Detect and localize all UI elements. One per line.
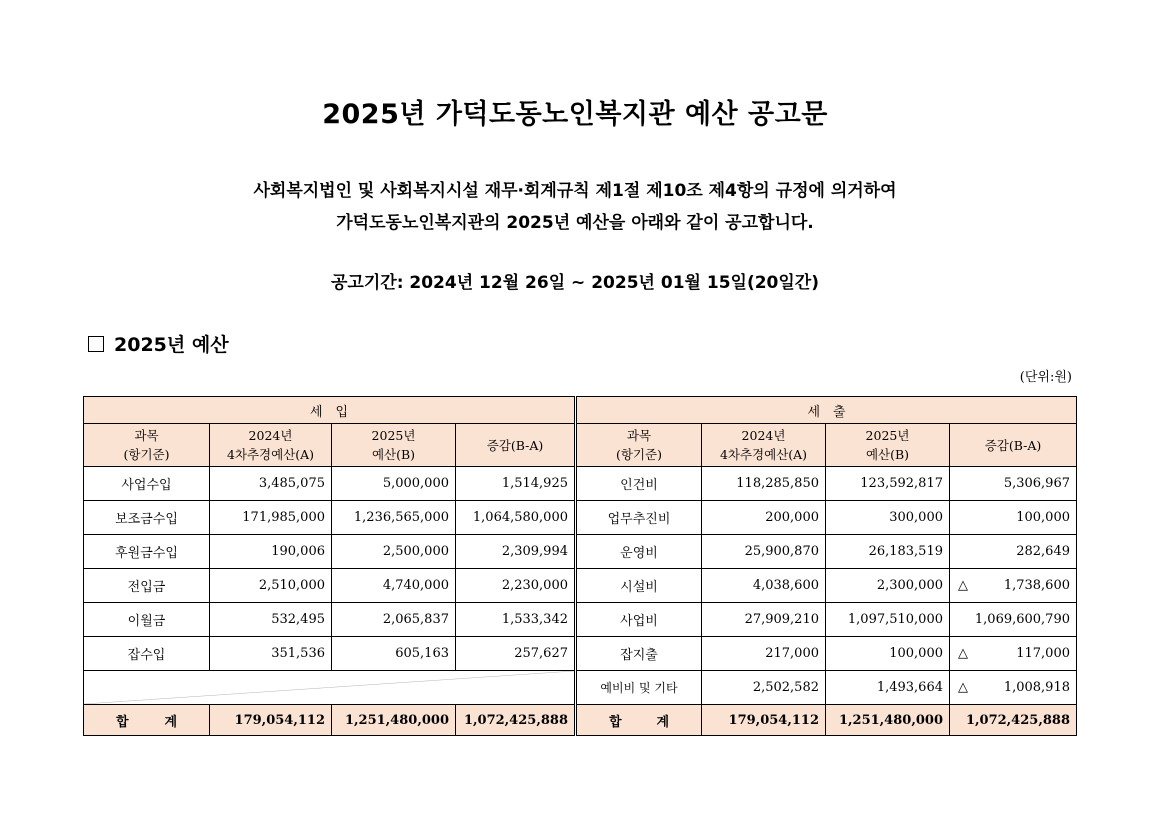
table-row bbox=[84, 501, 1077, 535]
expense-subject: 사업비 bbox=[576, 603, 702, 637]
table-row bbox=[84, 535, 1077, 569]
intro-line-2: 가덕도동노인복지관의 2025년 예산을 아래와 같이 공고합니다. bbox=[336, 213, 814, 233]
expense-2025: 123,592,817 bbox=[826, 467, 950, 501]
income-2024: 190,006 bbox=[210, 535, 332, 569]
col-2024: 2024년 4차추경예산(A) bbox=[210, 424, 332, 467]
checkbox-square-icon bbox=[88, 336, 104, 352]
col-2025: 2025년 예산(B) bbox=[826, 424, 950, 467]
expense-diff: 5,306,967 bbox=[950, 467, 1077, 501]
income-2025: 5,000,000 bbox=[332, 467, 456, 501]
col-diff: 증감(B-A) bbox=[456, 424, 576, 467]
expense-2024: 4,038,600 bbox=[702, 569, 826, 603]
table-row-extra bbox=[84, 671, 1077, 705]
expense-subject: 인건비 bbox=[576, 467, 702, 501]
expense-subject: 시설비 bbox=[576, 569, 702, 603]
total-row bbox=[84, 705, 1077, 736]
expense-2025: 1,097,510,000 bbox=[826, 603, 950, 637]
col-subject: 과목 (항기준) bbox=[84, 424, 210, 467]
expense-subject: 운영비 bbox=[576, 535, 702, 569]
income-diff: 1,064,580,000 bbox=[456, 501, 576, 535]
expense-total-2025: 1,251,480,000 bbox=[826, 705, 950, 736]
income-subject: 후원금수입 bbox=[84, 535, 210, 569]
empty-diagonal-cell bbox=[84, 671, 576, 705]
expense-header: 세 출 bbox=[576, 397, 1077, 424]
unit-label: (단위:원) bbox=[1019, 370, 1072, 385]
expense-2025: 1,493,664 bbox=[826, 671, 950, 705]
income-2025: 1,236,565,000 bbox=[332, 501, 456, 535]
income-header: 세 입 bbox=[84, 397, 576, 424]
notice-period: 공고기간: 2024년 12월 26일 ~ 2025년 01월 15일(20일간) bbox=[331, 273, 819, 293]
expense-2025: 300,000 bbox=[826, 501, 950, 535]
income-diff: 2,230,000 bbox=[456, 569, 576, 603]
income-total-2025: 1,251,480,000 bbox=[332, 705, 456, 736]
expense-diff: 282,649 bbox=[950, 535, 1077, 569]
expense-subject: 잡지출 bbox=[576, 637, 702, 671]
income-2024: 3,485,075 bbox=[210, 467, 332, 501]
intro-line-1: 사회복지법인 및 사회복지시설 재무·회계규칙 제1절 제10조 제4항의 규정에 의거하여 bbox=[253, 181, 897, 201]
income-2024: 532,495 bbox=[210, 603, 332, 637]
decrease-triangle-icon: △ bbox=[958, 578, 968, 593]
income-2025: 2,500,000 bbox=[332, 535, 456, 569]
expense-2024: 200,000 bbox=[702, 501, 826, 535]
income-subject: 보조금수입 bbox=[84, 501, 210, 535]
income-subject: 전입금 bbox=[84, 569, 210, 603]
decrease-triangle-icon: △ bbox=[958, 646, 968, 661]
table-row bbox=[84, 569, 1077, 603]
col-diff: 증감(B-A) bbox=[950, 424, 1077, 467]
expense-diff: △ 1,008,918 bbox=[950, 671, 1077, 705]
section-heading bbox=[88, 330, 229, 357]
expense-2024: 118,285,850 bbox=[702, 467, 826, 501]
expense-diff: △ 117,000 bbox=[950, 637, 1077, 671]
expense-2024: 25,900,870 bbox=[702, 535, 826, 569]
income-2024: 2,510,000 bbox=[210, 569, 332, 603]
expense-total-diff: 1,072,425,888 bbox=[950, 705, 1077, 736]
expense-subject: 예비비 및 기타 bbox=[576, 671, 702, 705]
income-diff: 1,533,342 bbox=[456, 603, 576, 637]
expense-diff: 1,069,600,790 bbox=[950, 603, 1077, 637]
expense-diff: △ 1,738,600 bbox=[950, 569, 1077, 603]
table-subheader-row bbox=[84, 424, 1077, 467]
income-total-2024: 179,054,112 bbox=[210, 705, 332, 736]
income-2024: 351,536 bbox=[210, 637, 332, 671]
table-row bbox=[84, 467, 1077, 501]
budget-table bbox=[83, 396, 1077, 736]
table-header-row bbox=[84, 397, 1077, 424]
expense-2024: 27,909,210 bbox=[702, 603, 826, 637]
income-subject: 잡수입 bbox=[84, 637, 210, 671]
income-2025: 4,740,000 bbox=[332, 569, 456, 603]
col-subject: 과목 (항기준) bbox=[576, 424, 702, 467]
income-2025: 605,163 bbox=[332, 637, 456, 671]
expense-2024: 2,502,582 bbox=[702, 671, 826, 705]
page-title: 2025년 가덕도동노인복지관 예산 공고문 bbox=[322, 99, 828, 130]
expense-total-2024: 179,054,112 bbox=[702, 705, 826, 736]
expense-2025: 100,000 bbox=[826, 637, 950, 671]
expense-2024: 217,000 bbox=[702, 637, 826, 671]
income-2025: 2,065,837 bbox=[332, 603, 456, 637]
income-diff: 2,309,994 bbox=[456, 535, 576, 569]
expense-2025: 26,183,519 bbox=[826, 535, 950, 569]
section-title: 2025년 예산 bbox=[114, 334, 229, 356]
income-diff: 1,514,925 bbox=[456, 467, 576, 501]
col-2024: 2024년 4차추경예산(A) bbox=[702, 424, 826, 467]
expense-diff: 100,000 bbox=[950, 501, 1077, 535]
income-diff: 257,627 bbox=[456, 637, 576, 671]
col-2025: 2025년 예산(B) bbox=[332, 424, 456, 467]
income-total-diff: 1,072,425,888 bbox=[456, 705, 576, 736]
expense-2025: 2,300,000 bbox=[826, 569, 950, 603]
expense-subject: 업무추진비 bbox=[576, 501, 702, 535]
table-row bbox=[84, 637, 1077, 671]
table-row bbox=[84, 603, 1077, 637]
expense-total-label: 합 계 bbox=[576, 705, 702, 736]
income-total-label: 합 계 bbox=[84, 705, 210, 736]
income-subject: 사업수입 bbox=[84, 467, 210, 501]
income-subject: 이월금 bbox=[84, 603, 210, 637]
decrease-triangle-icon: △ bbox=[958, 680, 968, 695]
income-2024: 171,985,000 bbox=[210, 501, 332, 535]
